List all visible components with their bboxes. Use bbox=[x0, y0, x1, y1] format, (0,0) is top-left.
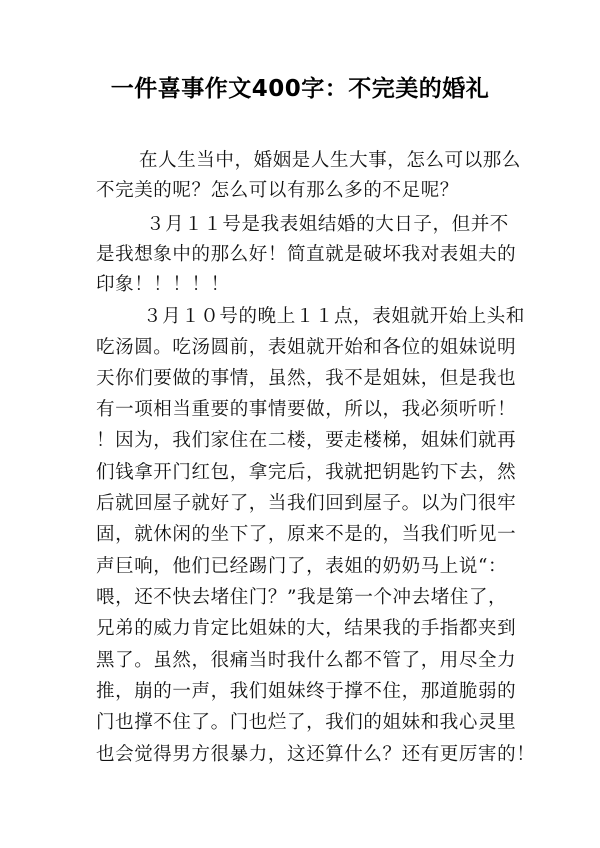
text-line: 兄弟的威力肯定比姐妹的大，结果我的手指都夹到 bbox=[96, 618, 517, 639]
text-line: 天你们要做的事情，虽然，我不是姐妹，但是我也 bbox=[96, 368, 517, 389]
text-line: ３月１１号是我表姐结婚的大日子，但并不 bbox=[146, 214, 509, 235]
text-line: 是我想象中的那么好！简直就是破坏我对表姐夫的 bbox=[96, 244, 517, 265]
text-line: 固，就休闲的坐下了，原来不是的，当我们听见一 bbox=[96, 524, 517, 545]
text-line: 也会觉得男方很暴力，这还算什么？还有更厉害的！ bbox=[96, 744, 536, 765]
text-line: 有一项相当重要的事情要做，所以，我必须听听！ bbox=[96, 399, 517, 420]
text-line: 在人生当中，婚姻是人生大事，怎么可以那么 bbox=[139, 150, 522, 171]
text-line: 门也撑不住了。门也烂了，我们的姐妹和我心灵里 bbox=[96, 712, 517, 733]
text-line: 吃汤圆。吃汤圆前，表姐就开始和各位的姐妹说明 bbox=[96, 337, 517, 358]
text-line: ！因为，我们家住在二楼，要走楼梯，姐妹们就再 bbox=[96, 430, 517, 451]
text-line: 们钱拿开门红包，拿完后，我就把钥匙钓下去，然 bbox=[96, 462, 517, 483]
text-line: 推，崩的一声，我们姐妹终于撑不住，那道脆弱的 bbox=[96, 681, 517, 702]
text-line: 黑了。虽然，很痛当时我什么都不管了，用尽全力 bbox=[96, 650, 517, 671]
text-line: 声巨响，他们已经踢门了，表姐的奶奶马上说“： bbox=[96, 556, 508, 577]
text-line: 印象！！！！！ bbox=[96, 274, 230, 295]
text-line: ３月１０号的晚上１１点，表姐就开始上头和 bbox=[143, 306, 526, 327]
text-line: 后就回屋子就好了，当我们回到屋子。以为门很牢 bbox=[96, 493, 517, 514]
document-title: 一件喜事作文400字：不完美的婚礼 bbox=[110, 76, 490, 102]
text-line: 不完美的呢？怎么可以有那么多的不足呢？ bbox=[96, 180, 459, 201]
text-line: 喂，还不快去堵住门？”我是第一个冲去堵住了， bbox=[96, 587, 508, 608]
